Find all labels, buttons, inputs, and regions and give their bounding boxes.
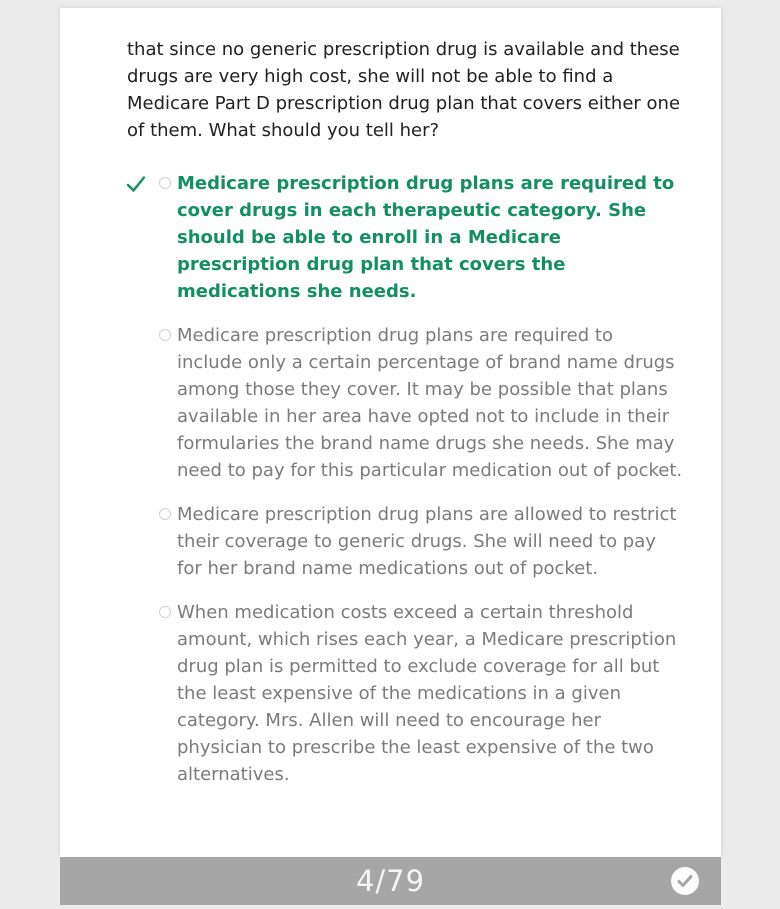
answer-option-2[interactable]: [159, 322, 683, 484]
progress-counter: 4/79: [355, 864, 426, 898]
option-text: When medication costs exceed a certain threshold amount, which rises each year, a Medicare prescription drug plan is permitted to exclude coverage for all but the least expensive of the medications in a given category. Mrs. Allen will need to encourage her physician to prescribe the least expensive of the two alternatives.: [177, 602, 677, 785]
radio-button-icon[interactable]: [159, 177, 171, 189]
answer-option-3[interactable]: [159, 501, 683, 582]
option-text: Medicare prescription drug plans are allowed to restrict their coverage to generic drugs. She will need to pay for her brand name medications out of pocket.: [177, 504, 677, 579]
progress-footer-bar: [60, 857, 721, 905]
correct-check-icon: [125, 173, 147, 195]
circle-check-icon: [671, 883, 699, 898]
question-text: that since no generic prescription drug is available and these drugs are very high cost, she will not be able to find a Medicare Part D prescription drug plan that covers either one of them. What should you tell her?: [127, 39, 681, 141]
option-text: Medicare prescription drug plans are required to include only a certain percentage of brand name drugs among those they cover. It may be possible that plans available in her area have opted not to include in their formularies the brand name drugs she needs. She may need to pay for this particular medication out of pocket.: [177, 325, 683, 481]
quiz-card: [60, 8, 721, 857]
radio-button-icon[interactable]: [159, 508, 171, 520]
answer-option-1-correct[interactable]: [159, 170, 683, 305]
radio-button-icon[interactable]: [159, 606, 171, 618]
radio-button-icon[interactable]: [159, 329, 171, 341]
answer-option-4[interactable]: [159, 599, 683, 788]
answer-options: [127, 170, 683, 788]
confirm-button[interactable]: [671, 867, 699, 895]
option-text: Medicare prescription drug plans are required to cover drugs in each therapeutic category. She should be able to enroll in a Medicare prescription drug plan that covers the medications she needs.: [177, 173, 675, 302]
